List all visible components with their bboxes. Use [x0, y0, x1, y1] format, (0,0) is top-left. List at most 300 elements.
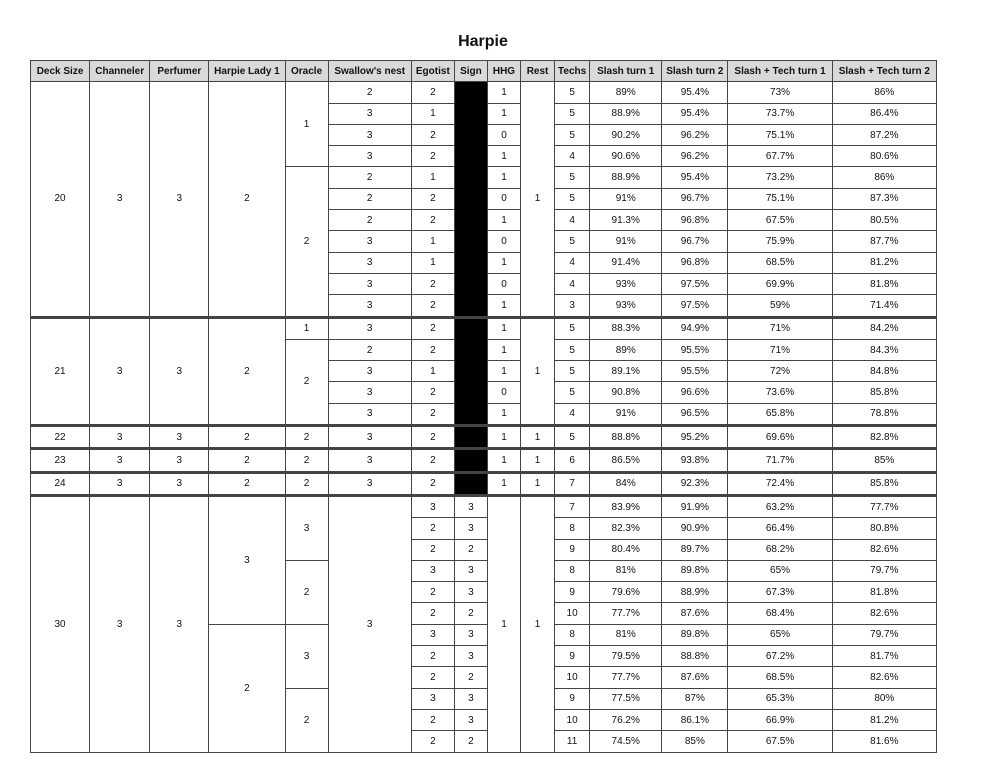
table-cell: 1: [487, 403, 520, 425]
sign-redacted-block: [454, 317, 487, 425]
table-cell: 1: [487, 210, 520, 231]
table-cell: 95.4%: [662, 167, 728, 188]
column-header: Sign: [454, 61, 487, 82]
table-cell: 73.7%: [728, 103, 832, 124]
table-cell: 67.5%: [728, 731, 832, 752]
table-cell: 2: [411, 82, 454, 103]
table-cell: 88.9%: [590, 167, 662, 188]
table-cell: 2: [411, 582, 454, 603]
header-row: [31, 61, 937, 82]
table-cell: 3: [150, 472, 209, 495]
table-cell: 90.6%: [590, 146, 662, 167]
table-cell: 2: [411, 382, 454, 403]
table-row: [31, 82, 937, 103]
table-cell: 66.9%: [728, 709, 832, 730]
table-cell: 1: [487, 167, 520, 188]
table-cell: 9: [555, 646, 590, 667]
table-cell: 71%: [728, 317, 832, 339]
table-cell: 3: [328, 361, 411, 382]
table-cell: 2: [209, 472, 285, 495]
table-cell: 96.8%: [662, 210, 728, 231]
table-cell: 3: [454, 688, 487, 709]
table-cell: 73.2%: [728, 167, 832, 188]
table-cell: 2: [411, 188, 454, 209]
table-row: [31, 472, 937, 495]
table-cell: 2: [411, 603, 454, 624]
table-cell: 81%: [590, 624, 662, 645]
table-cell: 5: [555, 317, 590, 339]
table-cell: 3: [328, 403, 411, 425]
table-cell: 3: [454, 560, 487, 581]
column-header: Rest: [521, 61, 555, 82]
table-cell: 4: [555, 252, 590, 273]
table-cell: 77.7%: [590, 603, 662, 624]
table-cell: 10: [555, 667, 590, 688]
table-cell: 3: [90, 426, 150, 449]
table-cell: 3: [454, 646, 487, 667]
table-cell: 69.9%: [728, 273, 832, 294]
table-cell: 2: [411, 731, 454, 752]
table-cell: 89.7%: [662, 539, 728, 560]
table-cell: 1: [487, 361, 520, 382]
column-header: Oracle: [285, 61, 328, 82]
table-cell: 68.5%: [728, 252, 832, 273]
table-cell: 65.8%: [728, 403, 832, 425]
column-header: HHG: [487, 61, 520, 82]
column-header: Techs: [555, 61, 590, 82]
table-cell: 87.6%: [662, 603, 728, 624]
table-cell: 2: [454, 603, 487, 624]
table-cell: 2: [209, 82, 285, 317]
table-cell: 5: [555, 103, 590, 124]
table-cell: 3: [328, 317, 411, 339]
sign-redacted-block: [454, 449, 487, 472]
table-cell: 2: [209, 317, 285, 425]
table-cell: 80%: [832, 688, 936, 709]
table-cell: 68.2%: [728, 539, 832, 560]
table-cell: 95.5%: [662, 339, 728, 360]
deck-size-cell: 24: [31, 472, 90, 495]
deck-size-cell: 21: [31, 317, 90, 425]
table-cell: 89%: [590, 339, 662, 360]
table-cell: 87.3%: [832, 188, 936, 209]
table-cell: 3: [328, 495, 411, 752]
table-cell: 81%: [590, 560, 662, 581]
oracle-cell: 2: [285, 167, 328, 317]
table-cell: 2: [285, 426, 328, 449]
table-cell: 71%: [728, 339, 832, 360]
table-cell: 72%: [728, 361, 832, 382]
table-cell: 3: [90, 82, 150, 317]
table-cell: 89.8%: [662, 624, 728, 645]
page-title: Harpie: [458, 33, 508, 50]
table-cell: 1: [411, 252, 454, 273]
table-body: [31, 82, 937, 752]
table-cell: 84.2%: [832, 317, 936, 339]
table-cell: 63.2%: [728, 495, 832, 517]
table-cell: 86%: [832, 167, 936, 188]
table-cell: 11: [555, 731, 590, 752]
table-cell: 3: [328, 103, 411, 124]
table-cell: 2: [411, 210, 454, 231]
table-cell: 96.7%: [662, 188, 728, 209]
table-cell: 2: [411, 403, 454, 425]
table-cell: 3: [454, 518, 487, 539]
table-cell: 3: [328, 146, 411, 167]
table-cell: 71.4%: [832, 295, 936, 317]
table-cell: 1: [487, 339, 520, 360]
table-cell: 86%: [832, 82, 936, 103]
table-cell: 77.5%: [590, 688, 662, 709]
table-cell: 3: [90, 317, 150, 425]
table-cell: 96.2%: [662, 146, 728, 167]
table-cell: 83.9%: [590, 495, 662, 517]
table-cell: 5: [555, 361, 590, 382]
table-cell: 5: [555, 426, 590, 449]
table-cell: 69.6%: [728, 426, 832, 449]
table-row: [31, 449, 937, 472]
column-header: Channeler: [90, 61, 150, 82]
table-cell: 1: [521, 472, 555, 495]
table-cell: 68.5%: [728, 667, 832, 688]
table-cell: 86.4%: [832, 103, 936, 124]
column-header: Slash turn 2: [662, 61, 728, 82]
table-cell: 10: [555, 603, 590, 624]
table-cell: 3: [90, 449, 150, 472]
table-cell: 95.4%: [662, 103, 728, 124]
table-cell: 1: [411, 361, 454, 382]
table-cell: 1: [487, 295, 520, 317]
table-cell: 67.5%: [728, 210, 832, 231]
column-header: Slash turn 1: [590, 61, 662, 82]
table-cell: 88.3%: [590, 317, 662, 339]
table-cell: 3: [328, 382, 411, 403]
table-cell: 96.5%: [662, 403, 728, 425]
table-cell: 8: [555, 560, 590, 581]
table-cell: 79.7%: [832, 624, 936, 645]
table-cell: 7: [555, 472, 590, 495]
table-cell: 4: [555, 210, 590, 231]
table-cell: 96.2%: [662, 124, 728, 145]
table-cell: 80.5%: [832, 210, 936, 231]
table-cell: 2: [411, 667, 454, 688]
table-cell: 6: [555, 449, 590, 472]
table-cell: 80.4%: [590, 539, 662, 560]
table-cell: 93%: [590, 295, 662, 317]
table-cell: 79.6%: [590, 582, 662, 603]
table-cell: 89%: [590, 82, 662, 103]
table-cell: 1: [487, 472, 520, 495]
table-cell: 79.5%: [590, 646, 662, 667]
table-cell: 59%: [728, 295, 832, 317]
table-cell: 2: [411, 518, 454, 539]
table-cell: 2: [328, 82, 411, 103]
table-cell: 3: [454, 582, 487, 603]
table-cell: 81.6%: [832, 731, 936, 752]
table-cell: 2: [454, 731, 487, 752]
table-cell: 67.3%: [728, 582, 832, 603]
table-cell: 4: [555, 403, 590, 425]
table-cell: 5: [555, 188, 590, 209]
harpie-lady-cell: 3: [209, 495, 285, 624]
table-cell: 90.9%: [662, 518, 728, 539]
table-cell: 1: [411, 103, 454, 124]
table-cell: 78.8%: [832, 403, 936, 425]
column-header: Deck Size: [31, 61, 90, 82]
column-header: Swallow's nest: [328, 61, 411, 82]
sign-redacted-block: [454, 472, 487, 495]
table-cell: 95.5%: [662, 361, 728, 382]
table-cell: 3: [328, 231, 411, 252]
table-cell: 3: [328, 449, 411, 472]
table-cell: 4: [555, 146, 590, 167]
oracle-cell: 2: [285, 339, 328, 425]
table-cell: 94.9%: [662, 317, 728, 339]
table-cell: 1: [487, 495, 520, 752]
table-cell: 88.9%: [590, 103, 662, 124]
table-cell: 74.5%: [590, 731, 662, 752]
table-cell: 5: [555, 124, 590, 145]
sign-redacted-block: [454, 426, 487, 449]
deck-size-cell: 30: [31, 495, 90, 752]
table-cell: 68.4%: [728, 603, 832, 624]
column-header: Perfumer: [150, 61, 209, 82]
table-cell: 81.8%: [832, 582, 936, 603]
table-cell: 67.7%: [728, 146, 832, 167]
table-cell: 1: [487, 449, 520, 472]
table-cell: 90.8%: [590, 382, 662, 403]
table-cell: 5: [555, 339, 590, 360]
table-cell: 2: [328, 339, 411, 360]
table-cell: 82.6%: [832, 539, 936, 560]
table-cell: 5: [555, 382, 590, 403]
table-cell: 2: [328, 188, 411, 209]
table-cell: 0: [487, 273, 520, 294]
table-cell: 3: [328, 252, 411, 273]
table-cell: 3: [150, 426, 209, 449]
table-cell: 1: [521, 449, 555, 472]
table-cell: 90.2%: [590, 124, 662, 145]
table-cell: 2: [411, 124, 454, 145]
table-cell: 85.8%: [832, 382, 936, 403]
table-cell: 67.2%: [728, 646, 832, 667]
table-cell: 9: [555, 688, 590, 709]
table-cell: 2: [328, 210, 411, 231]
table-cell: 1: [521, 495, 555, 752]
sign-redacted-block: [454, 82, 487, 317]
table-cell: 82.3%: [590, 518, 662, 539]
table-cell: 0: [487, 382, 520, 403]
table-cell: 93%: [590, 273, 662, 294]
table-cell: 0: [487, 231, 520, 252]
table-cell: 86.1%: [662, 709, 728, 730]
table-cell: 81.8%: [832, 273, 936, 294]
table-cell: 66.4%: [728, 518, 832, 539]
table-cell: 8: [555, 518, 590, 539]
table-cell: 1: [521, 426, 555, 449]
table-cell: 2: [411, 146, 454, 167]
table-cell: 1: [411, 167, 454, 188]
table-cell: 73%: [728, 82, 832, 103]
table-cell: 88.8%: [662, 646, 728, 667]
column-header: Harpie Lady 1: [209, 61, 285, 82]
table-cell: 2: [411, 646, 454, 667]
table-cell: 1: [487, 252, 520, 273]
table-cell: 3: [411, 560, 454, 581]
table-cell: 91%: [590, 231, 662, 252]
table-cell: 7: [555, 495, 590, 517]
table-cell: 2: [411, 295, 454, 317]
table-cell: 2: [411, 273, 454, 294]
table-cell: 2: [411, 449, 454, 472]
table-cell: 91%: [590, 188, 662, 209]
table-cell: 2: [285, 449, 328, 472]
table-cell: 3: [411, 624, 454, 645]
table-cell: 77.7%: [590, 667, 662, 688]
table-cell: 84%: [590, 472, 662, 495]
table-cell: 8: [555, 624, 590, 645]
table-cell: 75.9%: [728, 231, 832, 252]
table-cell: 2: [411, 709, 454, 730]
table-cell: 1: [411, 231, 454, 252]
table-cell: 81.2%: [832, 252, 936, 273]
table-cell: 87.2%: [832, 124, 936, 145]
table-cell: 92.3%: [662, 472, 728, 495]
table-cell: 2: [454, 539, 487, 560]
table-cell: 5: [555, 82, 590, 103]
table-cell: 86.5%: [590, 449, 662, 472]
deck-size-cell: 22: [31, 426, 90, 449]
table-cell: 1: [487, 103, 520, 124]
oracle-cell: 1: [285, 82, 328, 167]
table-cell: 1: [487, 317, 520, 339]
table-cell: 87.6%: [662, 667, 728, 688]
table-cell: 82.8%: [832, 426, 936, 449]
table-cell: 2: [328, 167, 411, 188]
table-cell: 87%: [662, 688, 728, 709]
table-cell: 79.7%: [832, 560, 936, 581]
table-cell: 5: [555, 167, 590, 188]
oracle-cell: 3: [285, 495, 328, 560]
table-cell: 84.8%: [832, 361, 936, 382]
table-cell: 3: [328, 295, 411, 317]
table-cell: 2: [411, 426, 454, 449]
harpie-lady-cell: 2: [209, 624, 285, 752]
table-cell: 1: [521, 82, 555, 317]
table-cell: 3: [411, 688, 454, 709]
table-cell: 1: [487, 82, 520, 103]
table-cell: 85%: [662, 731, 728, 752]
column-header: Slash + Tech turn 1: [728, 61, 832, 82]
table-cell: 85%: [832, 449, 936, 472]
table-cell: 97.5%: [662, 273, 728, 294]
table-cell: 2: [411, 339, 454, 360]
table-cell: 9: [555, 582, 590, 603]
table-cell: 3: [328, 124, 411, 145]
table-cell: 2: [209, 426, 285, 449]
table-cell: 91.4%: [590, 252, 662, 273]
table-cell: 75.1%: [728, 124, 832, 145]
table-cell: 85.8%: [832, 472, 936, 495]
table-cell: 88.8%: [590, 426, 662, 449]
column-header: Egotist: [411, 61, 454, 82]
table-cell: 80.6%: [832, 146, 936, 167]
table-row: [31, 426, 937, 449]
table-cell: 10: [555, 709, 590, 730]
table-cell: 2: [285, 472, 328, 495]
table-cell: 3: [454, 495, 487, 517]
table-cell: 3: [150, 449, 209, 472]
table-cell: 3: [150, 495, 209, 752]
table-cell: 3: [150, 317, 209, 425]
table-cell: 2: [209, 449, 285, 472]
table-row: [31, 317, 937, 339]
table-cell: 84.3%: [832, 339, 936, 360]
table-cell: 95.2%: [662, 426, 728, 449]
table-cell: 1: [487, 426, 520, 449]
table-cell: 3: [411, 495, 454, 517]
oracle-cell: 2: [285, 688, 328, 752]
table-cell: 89.8%: [662, 560, 728, 581]
table-cell: 81.7%: [832, 646, 936, 667]
table-cell: 76.2%: [590, 709, 662, 730]
table-cell: 80.8%: [832, 518, 936, 539]
table-cell: 77.7%: [832, 495, 936, 517]
table-cell: 2: [454, 667, 487, 688]
table-cell: 93.8%: [662, 449, 728, 472]
oracle-cell: 3: [285, 624, 328, 688]
table-cell: 96.7%: [662, 231, 728, 252]
table-cell: 82.6%: [832, 667, 936, 688]
table-cell: 2: [411, 539, 454, 560]
table-cell: 2: [411, 472, 454, 495]
table-cell: 3: [328, 472, 411, 495]
table-cell: 91%: [590, 403, 662, 425]
table-cell: 73.6%: [728, 382, 832, 403]
table-cell: 3: [454, 624, 487, 645]
deck-size-cell: 20: [31, 82, 90, 317]
oracle-cell: 2: [285, 560, 328, 624]
table-cell: 9: [555, 539, 590, 560]
table-cell: 91.3%: [590, 210, 662, 231]
table-cell: 89.1%: [590, 361, 662, 382]
table-cell: 3: [555, 295, 590, 317]
table-cell: 65%: [728, 560, 832, 581]
deck-size-cell: 23: [31, 449, 90, 472]
table-cell: 65%: [728, 624, 832, 645]
table-cell: 87.7%: [832, 231, 936, 252]
table-cell: 96.6%: [662, 382, 728, 403]
table-cell: 88.9%: [662, 582, 728, 603]
table-cell: 82.6%: [832, 603, 936, 624]
table-cell: 4: [555, 273, 590, 294]
table-cell: 0: [487, 188, 520, 209]
table-cell: 75.1%: [728, 188, 832, 209]
table-cell: 3: [150, 82, 209, 317]
table-cell: 5: [555, 231, 590, 252]
table-cell: 1: [487, 146, 520, 167]
table-cell: 3: [454, 709, 487, 730]
table-cell: 2: [411, 317, 454, 339]
table-cell: 0: [487, 124, 520, 145]
table-cell: 72.4%: [728, 472, 832, 495]
table-cell: 91.9%: [662, 495, 728, 517]
harpie-deck-table: [30, 60, 937, 753]
table-cell: 3: [328, 426, 411, 449]
table-cell: 96.8%: [662, 252, 728, 273]
table-cell: 81.2%: [832, 709, 936, 730]
table-cell: 97.5%: [662, 295, 728, 317]
